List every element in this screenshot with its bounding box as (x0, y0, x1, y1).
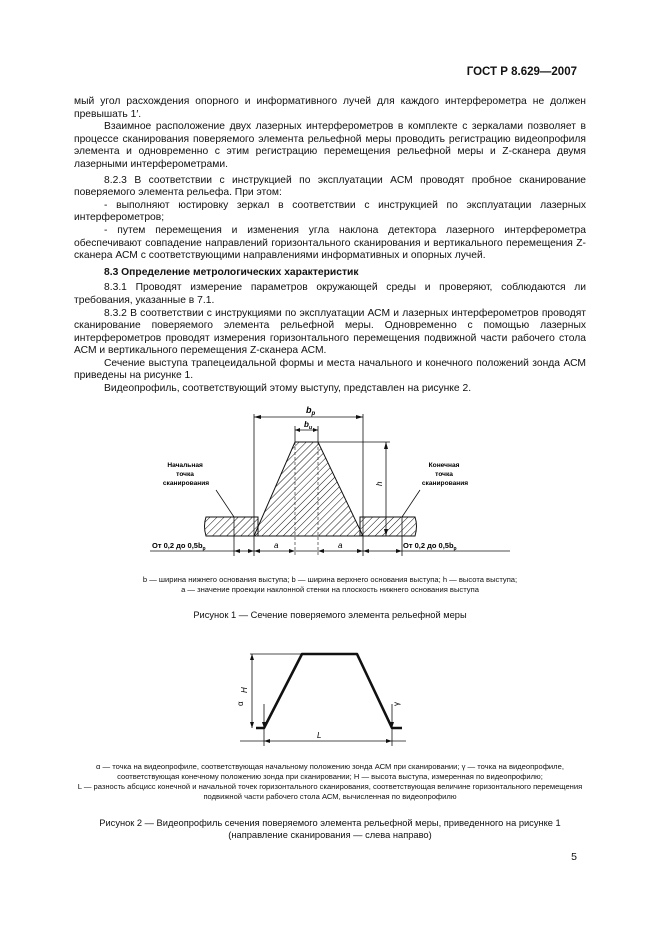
body-text (74, 96, 586, 396)
figure-2-diagram (222, 644, 422, 754)
page-number: 5 (571, 851, 577, 863)
dimension-left-label: От 0,2 до $0,5b_p$ (152, 541, 206, 552)
dimension-a-label: a (274, 541, 279, 550)
document-id: ГОСТ Р 8.629—2007 (466, 66, 577, 78)
dimension-H-label: H (240, 687, 249, 693)
dimension-a-label: a (338, 541, 343, 550)
paragraph: - путем перемещения и изменения угла наклона детектора лазерного интерферометра обеспечивают совпадение направлений горизонтального сканирования и вертикального перемещения Z-сканера АСМ с соответствующими направлениями информативных и опорных лучей. (74, 224, 586, 262)
start-point-label: Начальная точка сканирования (162, 462, 210, 487)
end-point-label: Конечная точка сканирования (421, 462, 469, 487)
dimension-bu-label: $b_u$ (304, 420, 313, 431)
figure-1-legend: b — ширина нижнего основания выступа; b — ширина верхнего основания выступа; h — высота выступа; a — значение проекции наклонной стенки на плоскость нижнего основания выступа (142, 575, 518, 594)
dimension-h-label: h (375, 481, 384, 486)
videoprofile-curve (256, 654, 402, 728)
figure-1-diagram (150, 400, 510, 570)
paragraph: 8.3.1 Проводят измерение параметров окружающей среды и проверяют, соблюдаются ли требования, указанные в 7.1. (74, 282, 586, 306)
section-heading: 8.3 Определение метрологических характеристик (104, 266, 359, 278)
figure-2-legend: α — точка на видеопрофиле, соответствующая начальному положению зонда АСМ при сканировании; γ — точка на видеопрофиле, соответствующая конечному положению зонда при сканировании; H — высота выступа, измеренная по видеопрофилю; L — разность абсцисс конечной и начальной точек горизонтального сканирования, соответствующая величине горизонтального перемещения подвижной части рабочего стола АСМ, вычисленная по видеопрофилю (77, 762, 583, 801)
dimension-bp-label: $b_p$ (306, 405, 316, 417)
base-plate (205, 517, 259, 536)
figure-2-title: Рисунок 2 — Видеопрофиль сечения поверяемого элемента рельефной меры, приведенного на рисунке 1 (направление сканирования — слева направо) (99, 818, 561, 840)
paragraph: Видеопрофиль, соответствующий этому выступу, представлен на рисунке 2. (104, 383, 472, 395)
base-plate (360, 517, 417, 536)
paragraph: 8.2.3 В соответствии с инструкцией по эксплуатации АСМ проводят пробное сканирование поверяемого элемента рельефа. При этом: (74, 174, 586, 199)
paragraph: 8.3.2 В соответствии с инструкциями по эксплуатации АСМ и лазерных интерферометров проводят сканирование поверяемого элемента рельефной меры. Одновременно с помощью лазерных интерферометров проводят измерения горизонтального перемещения подвижной части рабочего стола АСМ и вертикального перемещения Z-сканера АСМ. (74, 307, 586, 357)
paragraph: мый угол расхождения опорного и информативного лучей для каждого интерферометра не должен превышать 1′. (74, 96, 586, 120)
trapezoid-profile (254, 442, 363, 536)
figure-1-title: Рисунок 1 — Сечение поверяемого элемента рельефной меры (193, 610, 467, 620)
alpha-label: α (236, 701, 245, 706)
paragraph: Сечение выступа трапецеидальной формы и места начального и конечного положений зонда АСМ приведены на рисунке 1. (74, 357, 586, 382)
gamma-label: γ (392, 702, 401, 706)
paragraph: - выполняют юстировку зеркал в соответствии с инструкцией по эксплуатации лазерных интерферометров; (74, 199, 586, 224)
dimension-L-label: L (317, 731, 322, 740)
dimension-right-label: От 0,2 до $0,5b_p$ (403, 541, 457, 552)
paragraph: Взаимное расположение двух лазерных интерферометров в комплекте с зеркалами позволяет в процессе сканирования поверяемого элемента рельефной меры проводить регистрацию видеопрофиля элемента и одновременно с этим регистрацию перемещения рельефной меры и Z-сканера двумя лазерными интерферометрами. (74, 121, 586, 170)
